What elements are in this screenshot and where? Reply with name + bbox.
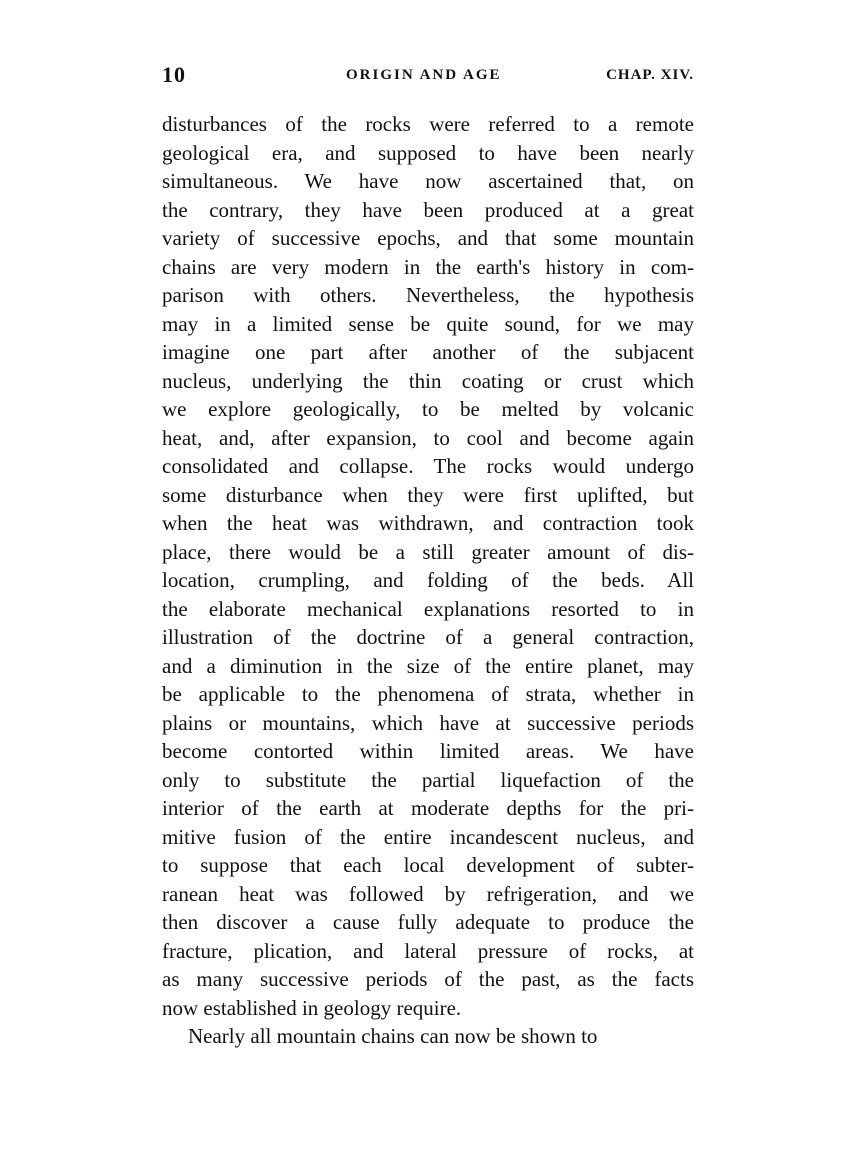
- text-line: chains are very modern in the earth's history in com-: [162, 254, 694, 279]
- text-line: plains or mountains, which have at successive periods: [162, 710, 694, 735]
- text-line: illustration of the doctrine of a general contraction,: [162, 625, 694, 649]
- text-line: to suppose that each local development of subter-: [162, 853, 694, 877]
- text-line: parison with others. Nevertheless, the hypothesis: [162, 283, 694, 307]
- text-line: nucleus, underlying the thin coating or crust which: [162, 368, 694, 393]
- body-text: [162, 110, 694, 1051]
- running-title: ORIGIN AND AGE: [346, 67, 502, 83]
- text-line: consolidated and collapse. The rocks would undergo: [162, 454, 694, 478]
- text-line: ranean heat was followed by refrigeration, and we: [162, 881, 694, 906]
- text-line: simultaneous. We have now ascertained that, on: [162, 169, 694, 193]
- text-line: disturbances of the rocks were referred to a remote: [162, 112, 694, 136]
- text-line: become contorted within limited areas. We have: [162, 739, 694, 763]
- text-line: may in a limited sense be quite sound, for we may: [162, 311, 694, 336]
- text-line: geological era, and supposed to have been nearly: [162, 140, 694, 165]
- text-line: location, crumpling, and folding of the beds. All: [162, 568, 694, 592]
- text-line: then discover a cause fully adequate to produce the: [162, 910, 694, 934]
- text-line: the elaborate mechanical explanations resorted to in: [162, 596, 694, 621]
- text-line: and a diminution in the size of the entire planet, may: [162, 653, 694, 678]
- text-line: the contrary, they have been produced at a great: [162, 197, 694, 222]
- running-header: [162, 62, 694, 92]
- text-line: mitive fusion of the entire incandescent nucleus, and: [162, 824, 694, 849]
- text-line: when the heat was withdrawn, and contraction took: [162, 511, 694, 535]
- text-line: imagine one part after another of the subjacent: [162, 340, 694, 364]
- text-line: some disturbance when they were first uplifted, but: [162, 482, 694, 507]
- text-line: heat, and, after expansion, to cool and become again: [162, 425, 694, 450]
- paragraph-start-line: Nearly all mountain chains can now be shown to: [188, 1024, 598, 1048]
- text-line: interior of the earth at moderate depths for the pri-: [162, 796, 694, 820]
- text-line: as many successive periods of the past, as the facts: [162, 967, 694, 991]
- text-line: we explore geologically, to be melted by volcanic: [162, 397, 694, 421]
- text-line: be applicable to the phenomena of strata, whether in: [162, 682, 694, 706]
- paragraph-end-line: now established in geology require.: [162, 995, 462, 1020]
- page-number: 10: [162, 62, 186, 87]
- text-line: fracture, plication, and lateral pressure of rocks, at: [162, 938, 694, 963]
- chapter-label: CHAP. XIV.: [606, 67, 694, 83]
- text-line: variety of successive epochs, and that some mountain: [162, 226, 694, 250]
- text-line: place, there would be a still greater amount of dis-: [162, 539, 694, 564]
- text-line: only to substitute the partial liquefaction of the: [162, 767, 694, 792]
